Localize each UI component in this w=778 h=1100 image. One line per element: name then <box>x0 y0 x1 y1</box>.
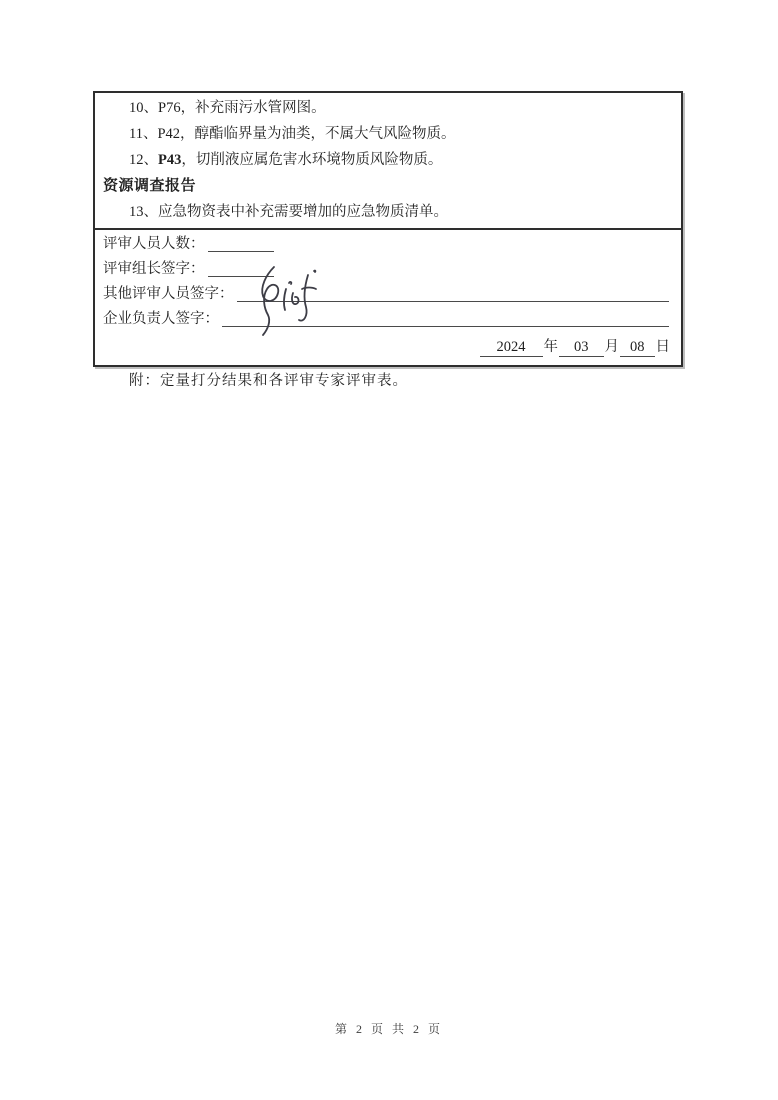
reviewer-count-label: 评审人员人数： <box>103 236 205 252</box>
team-leader-signature-row <box>95 257 681 282</box>
comments-section <box>95 93 681 230</box>
other-reviewers-signature-line <box>237 301 670 302</box>
comment-item-11: 11、P42，醇酯临界量为油类，不属大气风险物质。 <box>129 126 456 142</box>
date-day-value: 08 <box>620 338 655 357</box>
date-year-label: 年 <box>543 339 558 355</box>
reviewer-count-blank-line <box>208 251 274 252</box>
review-comments-table <box>93 91 683 367</box>
comment-12-number: 12、 <box>129 152 158 168</box>
company-rep-signature-label: 企业负责人签字： <box>103 311 219 327</box>
section-heading-resource-survey-report: 资源调查报告 <box>103 178 197 194</box>
company-rep-signature-line <box>222 326 669 327</box>
other-reviewers-signature-row <box>95 282 681 307</box>
comment-item-13: 13、应急物资表中补充需要增加的应急物质清单。 <box>129 204 448 220</box>
date-month-value: 03 <box>559 338 604 357</box>
comment-item-10: 10、P76，补充雨污水管网图。 <box>129 100 326 116</box>
other-reviewers-signature-label: 其他评审人员签字： <box>103 286 234 302</box>
comment-12-page-ref: P43 <box>158 152 182 168</box>
page-number-footer: 第 2 页 共 2 页 <box>334 1022 443 1036</box>
comment-item-12 <box>97 147 671 173</box>
date-line <box>95 332 681 365</box>
company-rep-signature-row <box>95 307 681 332</box>
date-day-label: 日 <box>655 339 670 355</box>
reviewer-count-row <box>95 232 681 257</box>
signoff-section <box>95 230 681 365</box>
attachment-note: 附：定量打分结果和各评审专家评审表。 <box>129 373 408 389</box>
comment-12-text: ，切削液应属危害水环境物质风险物质。 <box>181 152 443 168</box>
team-leader-signature-label: 评审组长签字： <box>103 261 205 277</box>
team-leader-signature-blank-line <box>208 276 274 277</box>
date-year-value: 2024 <box>480 338 543 357</box>
date-month-label: 月 <box>604 339 619 355</box>
